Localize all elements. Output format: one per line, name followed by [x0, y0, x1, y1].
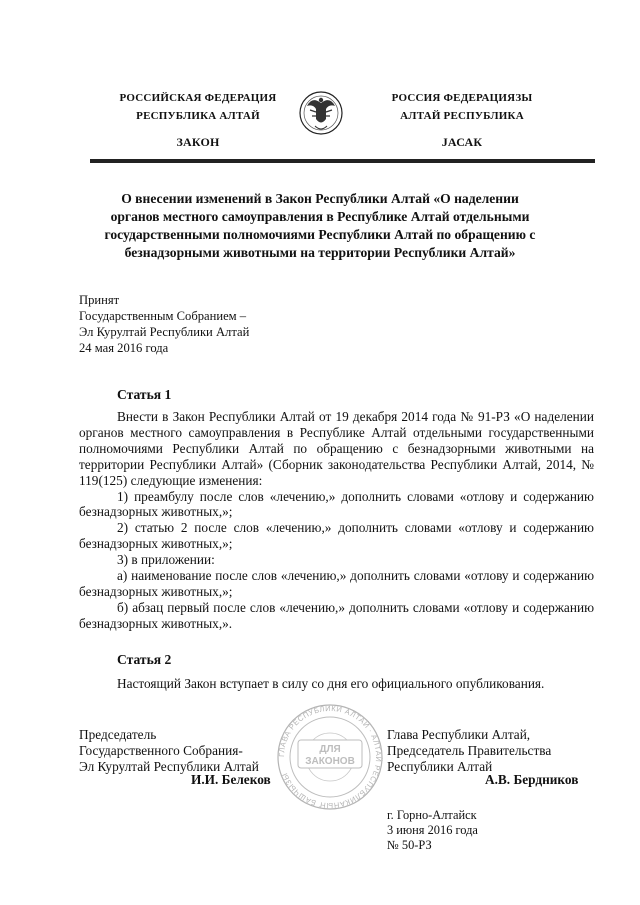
article1-item3: 3) в приложении:: [117, 552, 215, 568]
header-right-line1: РОССИЯ ФЕДЕРАЦИЯЗЫ: [391, 92, 533, 104]
signature-right-line2: Председатель Правительства: [387, 743, 552, 758]
signature-left-line2: Государственного Собрания-: [79, 743, 243, 758]
header-left-law: ЗАКОН: [176, 135, 220, 149]
coat-of-arms-emblem: [298, 86, 344, 140]
signature-left-name: И.И. Белеков: [191, 772, 271, 787]
header-divider: [90, 159, 595, 163]
header-right-law: JАСАК: [441, 135, 483, 149]
signature-right-block: [387, 727, 551, 775]
header-left-line1: РОССИЙСКАЯ ФЕДЕРАЦИЯ: [119, 92, 277, 104]
adopted-line2: Государственным Собранием –: [79, 309, 247, 323]
signature-right-line1: Глава Республики Алтай,: [387, 727, 531, 742]
place-law-number: № 50-РЗ: [387, 838, 432, 852]
header-left-line2: РЕСПУБЛИКА АЛТАЙ: [136, 110, 260, 122]
place-city: г. Горно-Алтайск: [387, 808, 477, 822]
place-date: 3 июня 2016 года: [387, 823, 478, 837]
article1-body: [79, 409, 594, 632]
stamp-center-line2: ЗАКОНОВ: [305, 756, 355, 767]
adopted-line4: 24 мая 2016 года: [79, 341, 169, 355]
signature-right-name: А.В. Бердников: [485, 772, 579, 787]
svg-text:ГЛАВА РЕСПУБЛИКИ АЛТАЙ · АЛТАЙ: ГЛАВА РЕСПУБЛИКИ АЛТАЙ · АЛТАЙ РЕСПУБЛИКАНЫҤ БАШЧЫЗЫ: [276, 703, 384, 811]
stamp-center-line1: ДЛЯ: [319, 744, 341, 755]
article1-item3a: а) наименование после слов «лечению,» дополнить словами «отлову и содержанию безнадзорных животных,»;: [79, 568, 594, 599]
article1-item3b: б) абзац первый после слов «лечению,» дополнить словами «отлову и содержанию безнадзорных животных,».: [79, 599, 594, 631]
place-date-number: [387, 808, 478, 853]
adopted-line3: Эл Курултай Республики Алтай: [79, 325, 250, 339]
article2-text: Настоящий Закон вступает в силу со дня его официального опубликования.: [117, 676, 545, 691]
signature-right-line3: Республики Алтай: [387, 759, 493, 774]
article1-intro: Внести в Закон Республики Алтай от 19 декабря 2014 года № 91-РЗ «О наделении органов местного самоуправления в Республике Алтай отдельными государственными полномочиями Республики Алтай по обращению с безнадзорными животными на территории Республики Алтай» (Сборник законодательства Республики Алтай, 2014, № 119(125) следующие изменения:: [79, 409, 594, 488]
adoption-block: [79, 292, 249, 356]
signature-left-line3: Эл Курултай Республики Алтай: [79, 759, 259, 774]
header-right-line2: АЛТАЙ РЕСПУБЛИКА: [400, 110, 524, 122]
article1-heading: Статья 1: [117, 387, 172, 402]
article1-item1: 1) преамбулу после слов «лечению,» дополнить словами «отлову и содержанию безнадзорных животных,»;: [79, 488, 594, 520]
adopted-line1: Принят: [79, 293, 120, 307]
article1-item2: 2) статью 2 после слов «лечению,» дополнить словами «отлову и содержанию безнадзорных животных,»;: [79, 520, 594, 552]
signature-left-block: [79, 727, 259, 775]
article2-body: [79, 676, 594, 692]
article2-heading: Статья 2: [117, 652, 172, 667]
signature-left-line1: Председатель: [79, 727, 157, 742]
official-seal-stamp: [268, 702, 392, 812]
document-title: О внесении изменений в Закон Республики Алтай «О наделении органов местного самоуправления в Республике Алтай отдельными государственными полномочиями Республики Алтай по обращению с безнадзорными животными на территории Республики Алтай»: [104, 191, 536, 260]
